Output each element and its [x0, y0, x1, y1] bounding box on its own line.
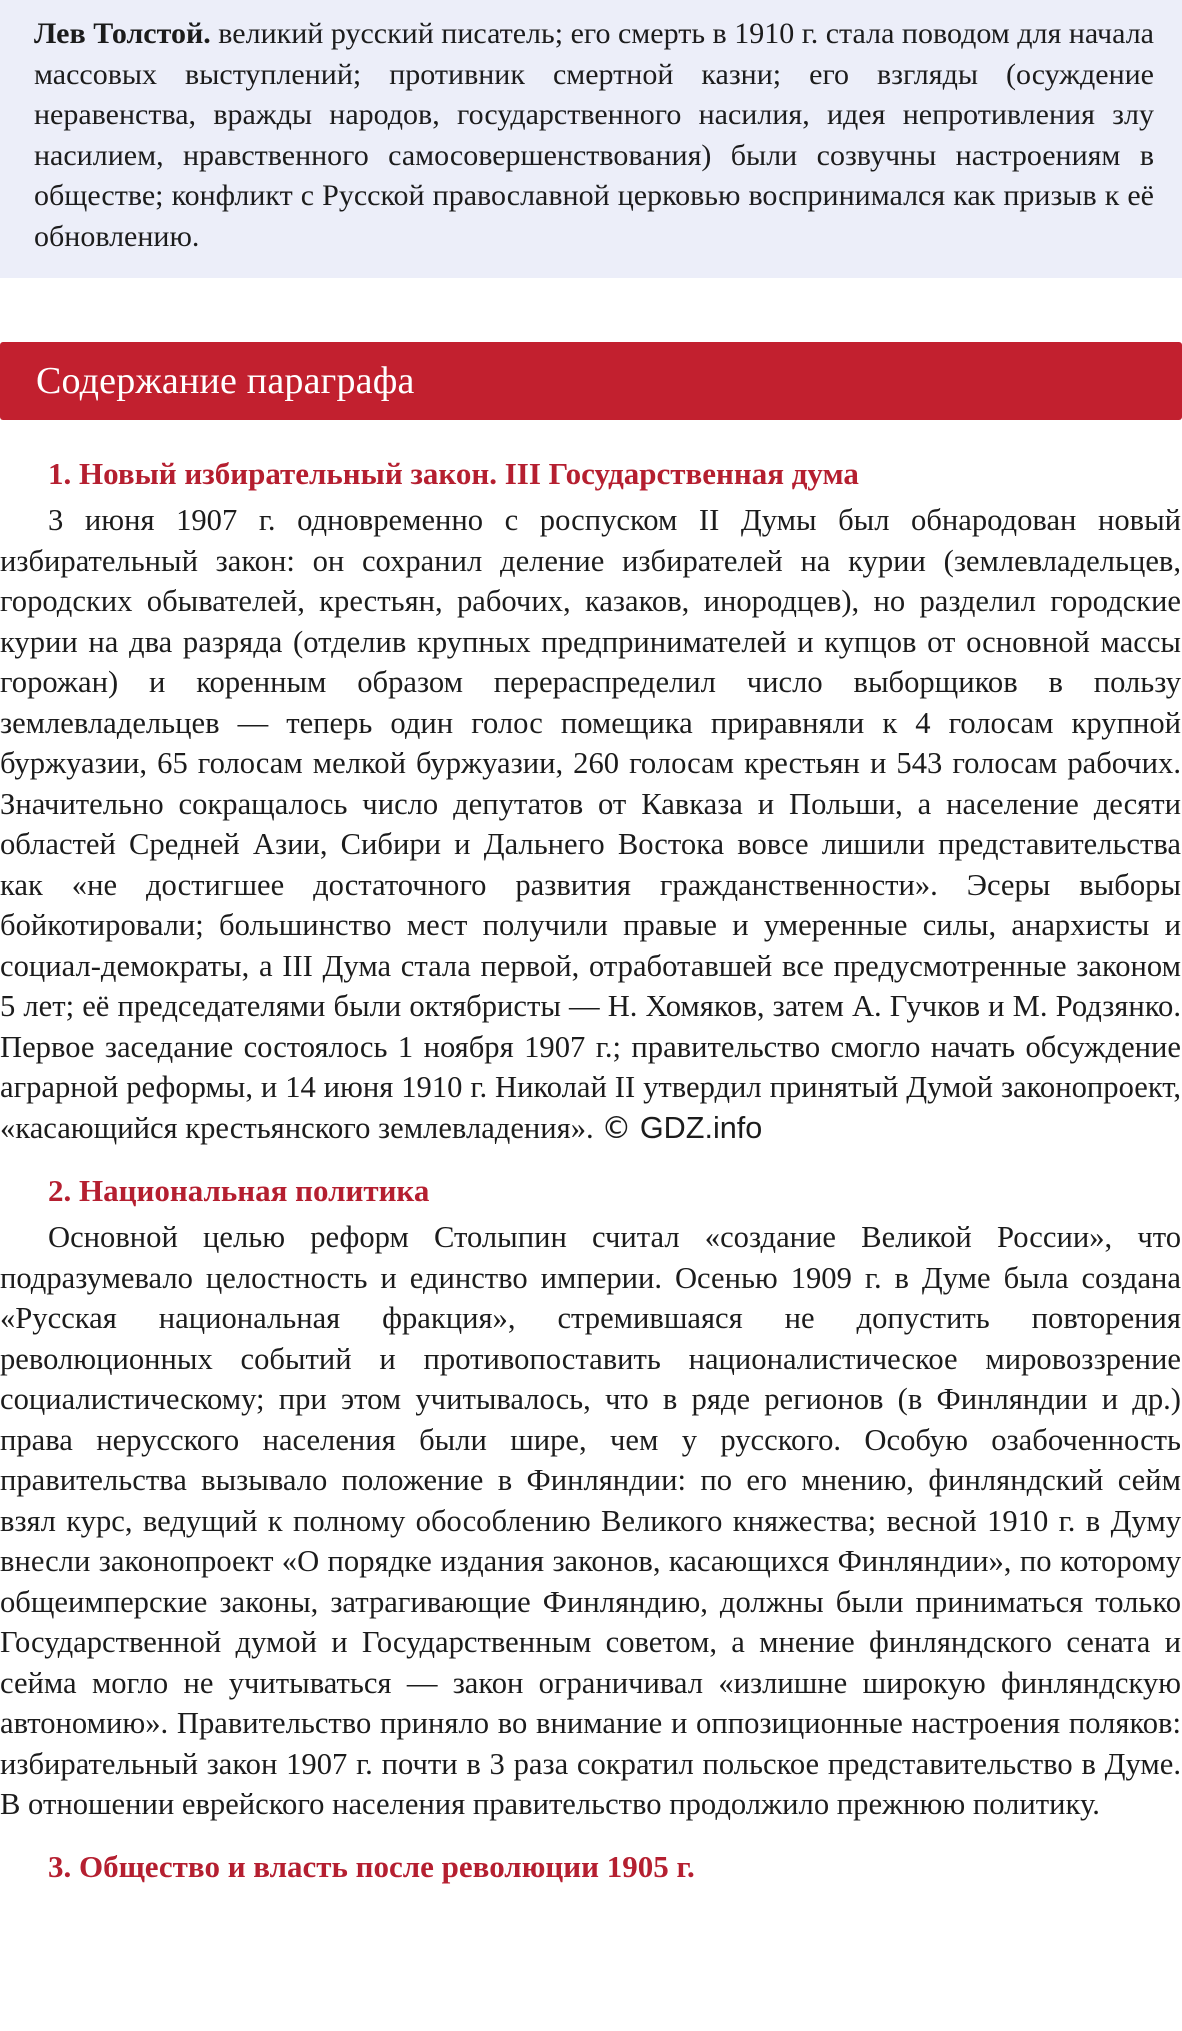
paragraph-content	[0, 454, 1182, 1909]
intro-box	[0, 0, 1182, 278]
section-1-heading: 1. Новый избирательный закон. III Государственная дума	[48, 456, 859, 491]
intro-name: Лев Толстой.	[34, 17, 211, 50]
copyright-text: GDZ.info	[639, 1110, 763, 1145]
section-1-text	[0, 500, 1181, 1149]
section-3	[0, 1847, 1181, 1887]
copyright-note	[601, 1111, 762, 1145]
section-title: Содержание параграфа	[36, 360, 415, 402]
section-2	[0, 1171, 1181, 1825]
intro-text	[34, 14, 1154, 257]
intro-body: великий русский писатель; его смерть в 1910 г. стала поводом для начала массовых выступлений; противник смертной казни; его взгляды (осуждение неравенства, вражды народов, государственного насилия, идея непротивления злу насилием, нравственного самосовершенствования) были созвучны настроениям в обществе; конфликт с Русской православной церковью воспринимался как призыв к её обновлению.	[34, 17, 1154, 253]
section-1-body: 3 июня 1907 г. одновременно с роспуском II Думы был обнародован новый избирательный закон: он сохранил деление избирателей на курии (землевладельцев, городских обывателей, крестьян, рабочих, казаков, инородцев), но разделил городские курии на два разряда (отделив крупных предпринимателей и купцов от основной массы горожан) и коренным образом перераспределил число выборщиков в пользу землевладельцев — теперь один голос помещика приравняли к 4 голосам крупной буржуазии, 65 голосам мелкой буржуазии, 260 голосам крестьян и 543 голосам рабочих. Значительно сокращалось число депутатов от Кавказа и Польши, а население десяти областей Средней Азии, Сибири и Дальнего Востока вовсе лишили представительства как «не достигшее достаточного развития гражданственности». Эсеры выборы бойкотировали; большинство мест получили правые и умеренные силы, анархисты и социал-демократы, а III Дума стала первой, отработавшей все предусмотренные законом 5 лет; её председателями были октябристы — Н. Хомяков, затем А. Гучков и М. Родзянко. Первое заседание состоялось 1 ноября 1907 г.; правительство смогло начать обсуждение аграрной реформы, и 14 июня 1910 г. Николай II утвердил принятый Думой законопроект, «касающийся крестьянского землевладения».	[0, 503, 1181, 1145]
section-3-heading: 3. Общество и власть после революции 1905 г.	[48, 1848, 695, 1884]
section-title-band	[0, 342, 1182, 420]
section-2-heading: 2. Национальная политика	[48, 1173, 430, 1208]
copyright-icon: ©	[601, 1110, 632, 1146]
section-2-text: Основной целью реформ Столыпин считал «создание Великой России», что подразумевало целостность и единство империи. Осенью 1909 г. в Думе была создана «Русская национальная фракция», стремившаяся не допустить повторения революционных событий и противопоставить националистическое мировоззрение социалистическому; при этом учитывалось, что в ряде регионов (в Финляндии и др.) права нерусского населения были шире, чем у русского. Особую озабоченность правительства вызывало положение в Финляндии: по его мнению, финляндский сейм взял курс, ведущий к полному обособлению Великого княжества; весной 1910 г. в Думу внесли законопроект «О порядке издания законов, касающихся Финляндии», по которому общеимперские законы, затрагивающие Финляндию, должны были приниматься только Государственной думой и Государственным советом, а мнение финляндского сената и сейма могло не учитываться — закон ограничивал «излишне широкую финляндскую автономию». Правительство приняло во внимание и оппозиционные настроения поляков: избирательный закон 1907 г. почти в 3 раза сократил польское представительство в Думе. В отношении еврейского населения правительство продолжило прежнюю политику.	[0, 1220, 1181, 1821]
section-1	[0, 454, 1181, 1149]
